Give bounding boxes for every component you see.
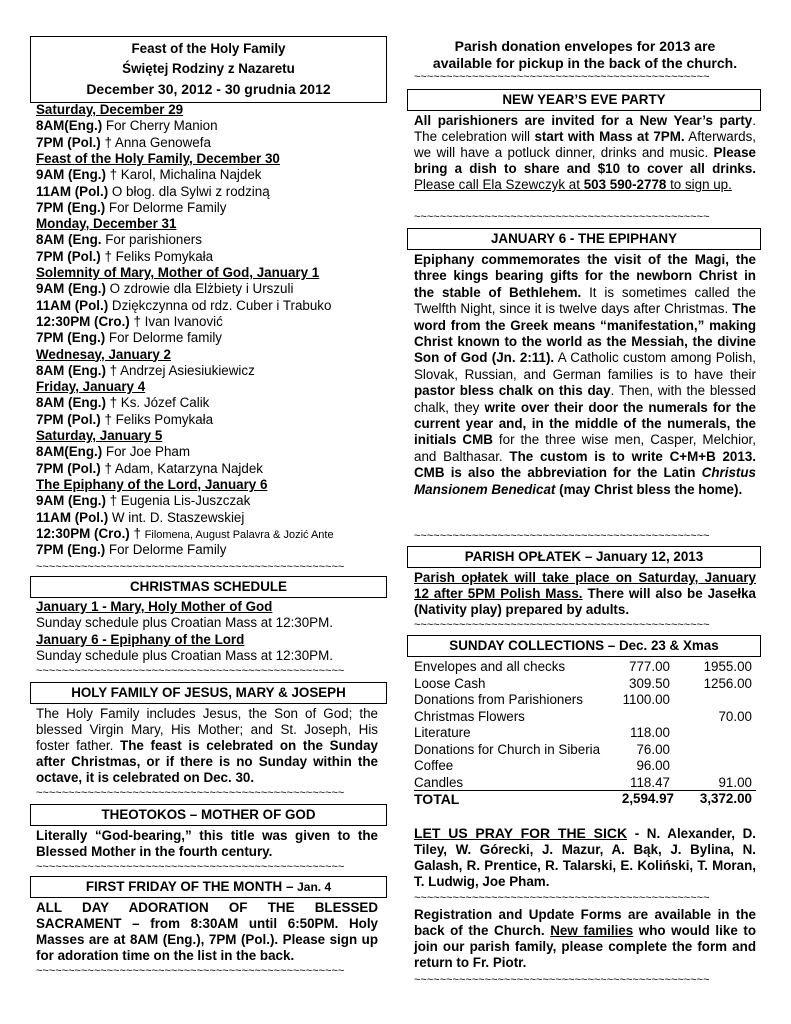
divider: ~~~~~~~~~~~~~~~~~~~~~~~~~~~~~~~~~~~~~~~~~~~~~~ — [414, 72, 710, 82]
mass-intention: † Adam, Katarzyna Najdek — [100, 460, 263, 476]
mass-time: 11AM (Pol.) — [36, 509, 109, 525]
mass-intention: † Feliks Pomykała — [100, 411, 214, 427]
mass-intention: † — [129, 525, 145, 541]
collections-header: SUNDAY COLLECTIONS – Dec. 23 & Xmas — [407, 635, 761, 657]
epiphany-g: write over their door the numerals for the current year and, in the middle of the numerals, the initials CMB — [414, 399, 756, 448]
new-year-party-text — [414, 113, 756, 193]
holy-family-feast-note: The feast is celebrated on the Sunday after Christmas, or if there is no Sunday within the octave, it is celebrated on Dec. 30. — [36, 738, 378, 785]
pray-for-sick — [414, 825, 756, 890]
theotokos-header: THEOTOKOS – MOTHER OF GOD — [30, 804, 387, 826]
epiphany-f: . Then, with the blessed chalk, they — [414, 383, 756, 415]
schedule-day-heading: Solemnity of Mary, Mother of God, January 1 — [36, 265, 320, 280]
schedule-mass — [36, 135, 211, 151]
new-year-signup: to sign up. — [666, 177, 732, 192]
pray-for-sick-names: - N. Alexander, D. Tiley, W. Górecki, J. Mazur, A. Bąk, J. Bylina, N. Galash, R. Prentice, R. Talarski, E. Koliński, T. Moran, T. Ludwig, Joe Pham. — [414, 826, 756, 889]
schedule-mass — [36, 184, 270, 200]
envelopes-line1: Parish donation envelopes for 2013 are — [454, 38, 716, 54]
collection-label: Candles — [414, 774, 464, 790]
schedule-mass — [36, 167, 261, 183]
oplatek-text — [414, 570, 756, 618]
epiphany-b: It is sometimes called the Twelfth Night, since it is twelve days after Christmas. — [414, 284, 757, 317]
epiphany-a: Epiphany commemorates the visit of the Magi, the three kings bearing gifts for the newborn Christ in the stable of Bethlehem. — [414, 252, 756, 300]
holy-family-intro: The Holy Family includes Jesus, the Son of God; the blessed Virgin Mary, His Mother; and St. Joseph, His foster father. — [36, 706, 378, 753]
christmas-schedule-header: CHRISTMAS SCHEDULE — [30, 576, 387, 598]
collection-amount-dec23: 118.47 — [630, 774, 670, 790]
collection-label: Christmas Flowers — [414, 708, 525, 724]
schedule-day-heading: The Epiphany of the Lord, January 6 — [36, 476, 268, 492]
mass-time: 9AM (Eng.) — [36, 493, 106, 509]
feast-dates: December 30, 2012 - 30 grudnia 2012 — [86, 81, 331, 97]
christmas-jan6-heading: January 6 - Epiphany of the Lord — [36, 632, 245, 647]
total-rule — [414, 790, 756, 791]
collection-amount-xmas: 70.00 — [718, 708, 752, 724]
mass-intention: † Eugenia Lis-Juszczak — [105, 493, 251, 509]
collection-total-dec23: 2,594.97 — [621, 791, 674, 806]
schedule-mass — [36, 395, 209, 411]
mass-time: 11AM (Pol.) — [36, 183, 109, 199]
schedule-day-heading: Saturday, December 29 — [36, 102, 184, 117]
feast-title-polish: Świętej Rodziny z Nazaretu — [122, 61, 295, 76]
mass-intention: For Delorme family — [105, 330, 223, 346]
mass-intention: † Anna Genowefa — [100, 134, 211, 150]
mass-time: 8AM (Eng.) — [36, 362, 106, 378]
schedule-mass — [36, 542, 226, 558]
mass-time: 7PM (Eng.) — [36, 199, 106, 215]
schedule-mass — [36, 461, 263, 477]
schedule-mass — [36, 363, 255, 379]
mass-time: 8AM (Eng.) — [36, 395, 106, 411]
mass-intention: O zdrowie dla Elżbiety i Urszuli — [105, 281, 294, 297]
mass-intention: For Cherry Manion — [102, 118, 218, 134]
collection-label: Literature — [414, 725, 471, 740]
divider: ~~~~~~~~~~~~~~~~~~~~~~~~~~~~~~~~~~~~~~~~~~~~~~~~ — [36, 966, 345, 976]
christmas-jan1-heading: January 1 - Mary, Holy Mother of God — [36, 599, 273, 614]
collection-amount-xmas: 91.00 — [718, 774, 752, 790]
mass-time: 7PM (Eng.) — [36, 330, 106, 346]
mass-time: 7PM (Pol.) — [36, 134, 101, 150]
holy-family-header: HOLY FAMILY OF JESUS, MARY & JOSEPH — [30, 682, 387, 704]
divider: ~~~~~~~~~~~~~~~~~~~~~~~~~~~~~~~~~~~~~~~~~~~~~~ — [414, 212, 710, 222]
collection-label: Loose Cash — [414, 675, 486, 691]
christmas-jan1-text: Sunday schedule plus Croatian Mass at 12:30PM. — [36, 615, 333, 630]
divider: ~~~~~~~~~~~~~~~~~~~~~~~~~~~~~~~~~~~~~~~~~~~~~~ — [414, 893, 710, 903]
schedule-mass — [36, 314, 223, 330]
collection-label: Donations from Parishioners — [414, 692, 583, 707]
divider: ~~~~~~~~~~~~~~~~~~~~~~~~~~~~~~~~~~~~~~~~~~~~~~ — [414, 975, 710, 985]
pray-for-sick-title: LET US PRAY FOR THE SICK — [414, 825, 628, 841]
schedule-mass — [36, 412, 213, 428]
mass-time: 11AM (Pol.) — [36, 297, 109, 313]
mass-time: 12:30PM (Cro.) — [36, 313, 130, 329]
mass-intention: † Karol, Michalina Najdek — [105, 167, 262, 183]
epiphany-j: Christus Mansionem Benedicat — [414, 465, 756, 497]
schedule-mass — [36, 249, 213, 265]
collection-amount-xmas: 1256.00 — [703, 675, 752, 691]
collection-amount-dec23: 777.00 — [629, 659, 670, 674]
divider: ~~~~~~~~~~~~~~~~~~~~~~~~~~~~~~~~~~~~~~~~~~~~~~~~ — [36, 788, 345, 798]
mass-time: 7PM (Pol.) — [36, 460, 101, 476]
collection-label: Envelopes and all checks — [414, 659, 566, 674]
mass-intention: † Ivan Ivanović — [129, 313, 223, 329]
mass-intention: O błog. dla Sylwi z rodziną — [108, 183, 270, 199]
collection-amount-dec23: 96.00 — [636, 758, 670, 773]
collection-label: Donations for Church in Siberia — [414, 741, 601, 757]
first-friday-title: FIRST FRIDAY OF THE MONTH – — [85, 879, 298, 894]
mass-intention: † Feliks Pomykała — [100, 248, 214, 264]
new-year-phone[interactable]: 503 590-2778 — [583, 177, 667, 192]
epiphany-d: A Catholic custom among Polish, Slovak, Russian, and German families is to have their — [414, 350, 756, 382]
theotokos-text: Literally “God-bearing,” this title was given to the Blessed Mother in the fourth century. — [36, 828, 378, 859]
schedule-day-heading: Saturday, January 5 — [36, 428, 163, 443]
schedule-day-heading: Feast of the Holy Family, December 30 — [36, 150, 280, 166]
schedule-day-heading: Monday, December 31 — [36, 216, 177, 232]
collection-total-xmas: 3,372.00 — [699, 791, 752, 806]
collection-total-label: TOTAL — [414, 791, 460, 807]
schedule-mass — [36, 118, 218, 134]
new-year-call: Please call Ela Szewczyk at — [414, 177, 584, 192]
christmas-jan6-text: Sunday schedule plus Croatian Mass at 12:30PM. — [36, 648, 333, 663]
mass-intention: For parishioners — [101, 232, 202, 248]
schedule-mass — [36, 298, 331, 314]
schedule-mass — [36, 281, 293, 297]
collection-amount-dec23: 1100.00 — [622, 692, 670, 707]
divider: ~~~~~~~~~~~~~~~~~~~~~~~~~~~~~~~~~~~~~~~~~~~~~~~~ — [36, 666, 345, 676]
schedule-mass — [36, 232, 202, 248]
registration-text — [414, 907, 756, 971]
mass-intention: For Joe Pham — [102, 444, 191, 460]
mass-intention: For Delorme Family — [105, 542, 227, 558]
new-year-invite: All parishioners are invited for a New Year’s party — [414, 113, 753, 128]
collection-amount-dec23: 118.00 — [630, 725, 670, 740]
mass-intention: † Ks. Józef Calik — [105, 395, 210, 411]
mass-intention: † Andrzej Asiesiukiewicz — [105, 362, 255, 378]
mass-time: 8AM (Eng. — [36, 232, 102, 248]
divider: ~~~~~~~~~~~~~~~~~~~~~~~~~~~~~~~~~~~~~~~~~~~~~~ — [414, 531, 710, 541]
mass-time: 7PM (Eng.) — [36, 542, 106, 558]
oplatek-rest: There will also be Jasełka (Nativity play) prepared by adults. — [414, 586, 756, 617]
registration-new-families: New families — [550, 923, 634, 938]
mass-intention: Dziękczynna od rdz. Cuber i Trabuko — [108, 297, 332, 313]
mass-time: 9AM (Eng.) — [36, 167, 106, 183]
feast-header-box — [30, 36, 387, 103]
divider: ~~~~~~~~~~~~~~~~~~~~~~~~~~~~~~~~~~~~~~~~~~~~~~~~ — [36, 862, 345, 872]
schedule-mass — [36, 510, 244, 526]
first-friday-date: Jan. 4 — [297, 880, 332, 894]
registration-c: who would like to join our parish family, please complete the form and return to Fr. Piotr. — [414, 923, 756, 970]
schedule-mass — [36, 526, 334, 543]
schedule-mass — [36, 200, 226, 216]
epiphany-i: The custom is to write C+M+B 2013. CMB is also the abbreviation for the Latin — [414, 448, 756, 481]
new-year-mass-time: start with Mass at 7PM. — [534, 129, 685, 144]
holy-family-text — [36, 706, 378, 786]
epiphany-h: for the three wise men, Casper, Melchior, and Balthasar. — [414, 432, 756, 464]
schedule-mass — [36, 330, 222, 346]
mass-time: 8AM(Eng.) — [36, 444, 103, 460]
mass-time: 7PM (Pol.) — [36, 411, 101, 427]
collection-amount-dec23: 309.50 — [629, 675, 670, 691]
schedule-mass — [36, 444, 190, 460]
epiphany-header: JANUARY 6 - THE EPIPHANY — [407, 228, 761, 250]
schedule-mass — [36, 493, 250, 509]
collection-amount-xmas: 1955.00 — [703, 659, 752, 674]
registration-a: Registration and Update Forms are available in the back of the Church. — [414, 907, 756, 938]
first-friday-text: ALL DAY ADORATION OF THE BLESSED SACRAMENT – from 8:30AM until 6:50PM. Holy Masses are at 8AM (Eng.), 7PM (Pol.). Please sign up for adoration time on the list in the back. — [36, 900, 378, 963]
first-friday-header — [30, 876, 387, 898]
schedule-day-heading: Wednesay, January 2 — [36, 346, 171, 362]
epiphany-c: The word from the Greek means “manifestation,” making Christ known to the world as the Messiah, the divine Son of God (Jn. 2:11). — [414, 301, 756, 366]
divider: ~~~~~~~~~~~~~~~~~~~~~~~~~~~~~~~~~~~~~~~~~~~~~~~~ — [36, 562, 345, 572]
epiphany-e: pastor bless chalk on this day — [414, 383, 611, 399]
mass-intention: W int. D. Staszewskiej — [108, 509, 245, 525]
collection-label: Coffee — [414, 758, 454, 773]
mass-time: 9AM (Eng.) — [36, 281, 106, 297]
new-year-party-header: NEW YEAR’S EVE PARTY — [407, 89, 761, 111]
mass-intention-names: Filomena, August Palavra & Jozić Ante — [144, 528, 334, 541]
mass-intention: For Delorme Family — [105, 199, 227, 215]
epiphany-k: (may Christ bless the home). — [555, 481, 743, 497]
mass-time: 7PM (Pol.) — [36, 248, 101, 264]
epiphany-text — [414, 252, 756, 498]
collection-amount-dec23: 76.00 — [636, 741, 670, 757]
envelopes-line2: available for pickup in the back of the church. — [432, 55, 738, 71]
divider: ~~~~~~~~~~~~~~~~~~~~~~~~~~~~~~~~~~~~~~~~~~~~~~ — [414, 620, 710, 630]
oplatek-date: Parish opłatek will take place on Saturday, January 12 after 5PM Polish Mass. — [414, 570, 756, 601]
oplatek-header: PARISH OPŁATEK – January 12, 2013 — [407, 546, 761, 568]
mass-time: 12:30PM (Cro.) — [36, 525, 130, 541]
new-year-bring-dish: Please bring a dish to share and $10 to cover all drinks. — [414, 145, 756, 176]
mass-time: 8AM(Eng.) — [36, 118, 103, 134]
feast-title: Feast of the Holy Family — [131, 41, 286, 56]
new-year-text-b: Afterwards, we will have a potluck dinner, drinks and music. — [414, 129, 757, 160]
schedule-day-heading: Friday, January 4 — [36, 379, 146, 395]
new-year-text-a: . The celebration will — [414, 113, 756, 144]
